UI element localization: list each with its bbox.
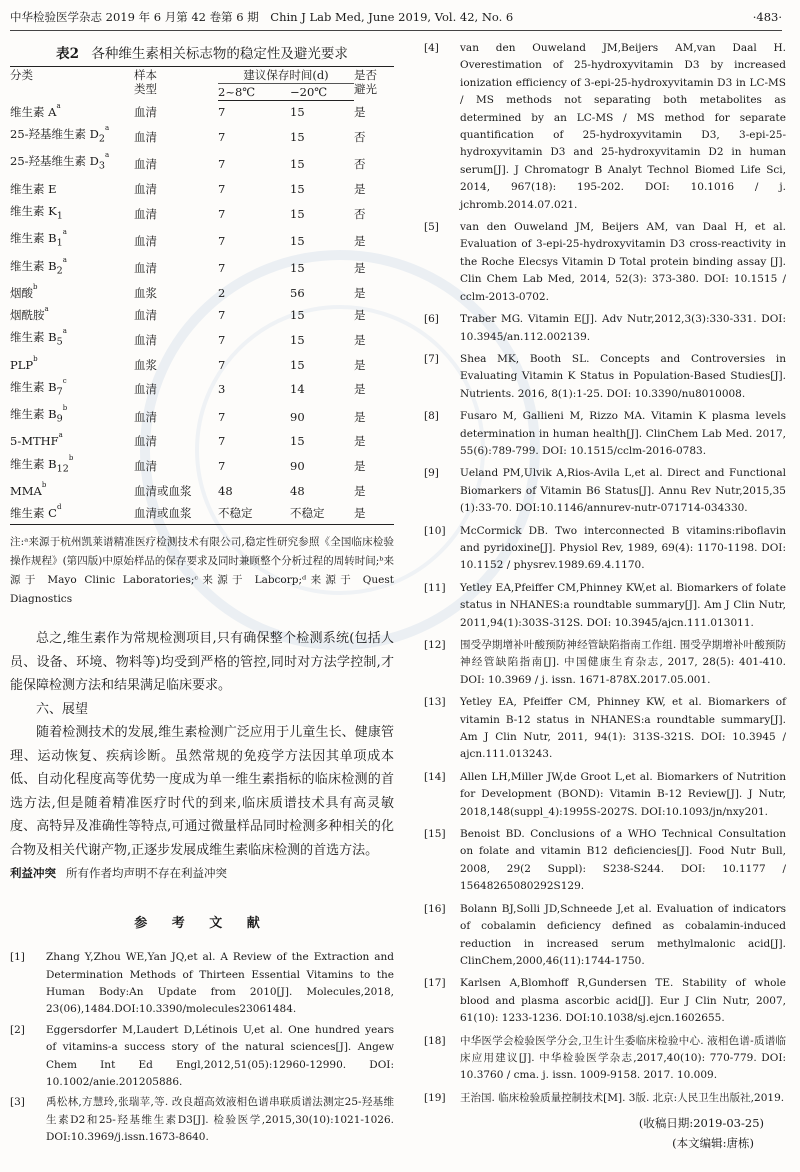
reference-number: [6]: [424, 313, 439, 326]
reference-number: [18]: [424, 1034, 446, 1047]
vitamin-name: [10, 453, 134, 480]
storage-2-8c: 不稳定: [218, 502, 290, 525]
vitamin-name-text: 维生素 B: [10, 258, 57, 273]
light-protection: 是: [354, 483, 366, 498]
source-marker: b: [33, 354, 38, 363]
reference-list-right: [424, 40, 786, 1107]
reference-number: [8]: [424, 410, 439, 423]
sample-type: 血清: [134, 104, 157, 119]
source-marker: d: [56, 503, 62, 512]
vitamin-name: [10, 376, 134, 403]
reference-number: [2]: [10, 1023, 25, 1036]
storage-2-8c: 7: [218, 459, 226, 474]
sample-type: 血清: [134, 157, 157, 172]
vitamin-subscript: 12: [56, 462, 69, 474]
sample-type: 血清: [134, 332, 157, 347]
source-marker: b: [68, 453, 74, 462]
light-protection: 是: [354, 382, 366, 397]
reference-item: [424, 769, 786, 821]
vitamin-subscript: 2: [56, 264, 63, 276]
reference-text: Karlsen A,Blomhoff R,Gundersen TE. Stability of whole blood and plasma ascorbic acid[J]. Eur J Clin Nutr, 2007, 61(10): 1233-1236. DOI:10.1038/sj.ejcn.1602655.: [460, 977, 786, 1025]
source-marker: a: [105, 124, 110, 133]
table-row: [10, 403, 394, 430]
reference-text: Shea MK, Booth SL. Concepts and Controversies in Evaluating Vitamin K Status in Population-Based Studies[J]. Nutrients. 2016, 8(1):1-25. DOI: 10.3390/nu8010008.: [460, 352, 786, 400]
light-protection: 是: [354, 459, 366, 474]
storage-2-8c: 7: [218, 129, 226, 144]
header-storage-time: 建议保存时间(d): [218, 67, 354, 84]
reference-item: [424, 523, 786, 575]
vitamin-name: [10, 480, 134, 502]
source-marker: b: [41, 480, 47, 489]
reference-item: [10, 1022, 394, 1092]
header-minus20c: −20℃: [290, 84, 354, 101]
reference-item: [424, 1090, 786, 1107]
reference-item: [424, 694, 786, 764]
reference-number: [16]: [424, 902, 446, 915]
references-heading: 参 考 文 献: [134, 916, 270, 932]
storage-minus20c: 15: [290, 261, 305, 276]
vitamin-name: [10, 502, 134, 525]
vitamin-name: [10, 227, 134, 254]
light-protection: 是: [354, 104, 366, 119]
reference-text: van den Ouweland JM, Beijers AM, van Daal H, et al. Evaluation of 3-epi-25-hydroxyvitamin D3 cross-reactivity in the Roche Elecsys Vitamin D Total protein binding assay [J]. Clin Chem Lab Med, 2014, 52(3): 373-380. DOI: 10.1515 / cclm-2013-0702.: [460, 221, 786, 303]
storage-2-8c: 7: [218, 308, 226, 323]
storage-2-8c: 7: [218, 332, 226, 347]
reference-text: Yetley EA,Pfeiffer CM,Phinney KW,et al. Biomarkers of folate status in NHANES:a roundtable summary[J]. Am J Clin Nutr, 2011,94(1):303S-312S. DOI: 10.3945/ajcn.111.013011.: [460, 581, 786, 629]
vitamin-subscript: 1: [56, 237, 63, 249]
reference-text: 围受孕期增补叶酸预防神经管缺陷指南工作组. 围受孕期增补叶酸预防神经管缺陷指南[J]. 中国健康生育杂志, 2017, 28(5): 401-410. DOI: 10.3969 / j. issn. 1671-878X.2017.05.001.: [460, 639, 786, 686]
storage-2-8c: 7: [218, 357, 226, 372]
reference-text: 王治国. 临床检验质量控制技术[M]. 3版. 北京:人民卫生出版社,2019.: [460, 1091, 785, 1104]
reference-list-left: [10, 949, 394, 1146]
vitamin-name: [10, 354, 134, 376]
received-date: (收稿日期:2019-03-25): [638, 1116, 764, 1131]
storage-2-8c: 7: [218, 409, 226, 424]
vitamin-name-text: 维生素 B: [10, 330, 57, 345]
reference-number: [1]: [10, 951, 25, 964]
reference-text: Bolann BJ,Solli JD,Schneede J,et al. Evaluation of indicators of cobalamin deficiency defined as cobalamin-induced reduction in increased serum methylmalonic acid[J]. ClinChem,2000,46(11):1744-1750.: [460, 902, 786, 967]
storage-minus20c: 15: [290, 434, 305, 449]
outlook-paragraph: 随着检测技术的发展,维生素检测广泛应用于儿童生长、健康管理、运动恢复、疾病诊断。虽然常规的免疫学方法因其单项成本低、自动化程度高等优势一度成为单一维生素指标的临床检测的首选方法,但是随着精准医疗时代的到来,临床质谱技术具有高灵敏度、高特异及准确性等特点,可通过微量样品同时检测多种相关的化合物及相关代谢产物,正逐步发展成维生素临床检测的首选方法。: [10, 725, 394, 858]
reference-number: [10]: [424, 524, 446, 537]
conclusion-paragraph: 总之,维生素作为常规检测项目,只有确保整个检测系统(包括人员、设备、环境、物料等)均受到严格的管控,同时对方法学控制,才能保障检测方法和结果满足临床要求。: [10, 631, 394, 694]
vitamin-subscript: 2: [98, 133, 106, 145]
reference-item: [424, 637, 786, 689]
storage-minus20c: 15: [290, 129, 305, 144]
table-row: [10, 101, 394, 124]
vitamin-subscript: 9: [56, 413, 63, 425]
sample-type: 血清: [134, 233, 157, 248]
storage-minus20c: 15: [290, 357, 305, 372]
table-row: [10, 326, 394, 353]
storage-minus20c: 15: [290, 181, 305, 196]
reference-item: [424, 901, 786, 971]
vitamin-name-text: 烟酰胺: [10, 308, 45, 323]
table-row: [10, 304, 394, 326]
reference-text: McCormick DB. Two interconnected B vitamins:riboflavin and pyridoxine[J]. Physiol Rev, 1989, 69(4): 1170-1198. DOI: 10.1152 / physrev.1989.69.4.1170.: [460, 524, 786, 572]
vitamin-name-text: 维生素 E: [10, 181, 57, 196]
storage-minus20c: 15: [290, 308, 305, 323]
journal-citation: 中华检验医学杂志 2019 年 6 月第 42 卷第 6 期 Chin J Lab Med, June 2019, Vol. 42, No. 6: [10, 10, 514, 24]
table-row: [10, 430, 394, 452]
reference-number: [3]: [10, 1096, 25, 1109]
reference-number: [7]: [424, 352, 439, 365]
left-column: [10, 40, 394, 1150]
storage-2-8c: 2: [218, 285, 226, 300]
source-marker: b: [62, 404, 68, 413]
source-marker: c: [62, 376, 67, 385]
source-marker: a: [62, 255, 67, 264]
vitamin-name: [10, 101, 134, 124]
reference-number: [12]: [424, 639, 446, 651]
sample-type: 血清: [134, 459, 157, 474]
table-row: [10, 227, 394, 254]
reference-number: [19]: [424, 1091, 446, 1104]
vitamin-name-text: 5-MTHF: [10, 434, 59, 449]
reference-item: [10, 949, 394, 1019]
sample-type: 血清: [134, 382, 157, 397]
vitamin-name: [10, 430, 134, 452]
storage-minus20c: 15: [290, 233, 305, 248]
light-protection: 否: [354, 157, 366, 172]
sample-type: 血清: [134, 206, 157, 221]
vitamin-subscript: 5: [56, 336, 63, 348]
reference-text: Ueland PM,Ulvik A,Rios-Avila L,et al. Direct and Functional Biomarkers of Vitamin B6 Status[J]. Annu Rev Nutr,2015,35 (1):33-70. DOI:10.1146/annurev-nutr-071714-034330.: [460, 467, 786, 515]
vitamin-name: [10, 282, 134, 304]
storage-minus20c: 90: [290, 459, 305, 474]
vitamin-subscript: 1: [56, 210, 63, 222]
right-column: [424, 40, 786, 1153]
table-row: [10, 480, 394, 502]
reference-number: [4]: [424, 42, 439, 54]
reference-item: [424, 826, 786, 896]
table-row: [10, 255, 394, 282]
sample-type: 血浆: [134, 357, 157, 372]
editor-credit: (本文编辑:唐栋): [672, 1136, 754, 1151]
storage-minus20c: 15: [290, 157, 305, 172]
storage-2-8c: 7: [218, 181, 226, 196]
table-row: [10, 178, 394, 200]
running-header: [10, 6, 782, 31]
reference-text: Allen LH,Miller JW,de Groot L,et al. Biomarkers of Nutrition for Development (BOND): Vitamin B-12 Review[J]. J Nutr, 2018,148(suppl_4):1995S-2027S. DOI:10.1093/jn/nxy201.: [460, 770, 786, 818]
table-number: 表2: [56, 46, 80, 62]
vitamin-name: [10, 123, 134, 150]
storage-minus20c: 90: [290, 409, 305, 424]
conflict-of-interest: [10, 864, 394, 882]
table-row: [10, 150, 394, 177]
sample-type: 血浆: [134, 285, 157, 300]
reference-item: [10, 1094, 394, 1146]
header-sample-type: 样本 类型: [134, 67, 218, 101]
vitamin-name: [10, 178, 134, 200]
source-marker: a: [105, 151, 110, 160]
storage-minus20c: 15: [290, 206, 305, 221]
vitamin-name-text: 维生素 A: [10, 104, 57, 119]
reference-item: [424, 219, 786, 306]
reference-number: [17]: [424, 977, 446, 990]
table-caption: [10, 42, 394, 62]
reference-number: [9]: [424, 467, 439, 480]
source-marker: a: [56, 101, 61, 110]
reference-item: [424, 408, 786, 460]
reference-number: [15]: [424, 828, 446, 841]
vitamin-name-text: MMA: [10, 483, 42, 498]
reference-text: Traber MG. Vitamin E[J]. Adv Nutr,2012,3(3):330-331. DOI: 10.3945/an.112.002139.: [460, 313, 786, 343]
source-marker: b: [33, 282, 38, 291]
vitamin-name-text: 维生素 B: [10, 379, 57, 394]
light-protection: 否: [354, 206, 366, 221]
reference-number: [11]: [424, 581, 446, 594]
storage-2-8c: 7: [218, 157, 226, 172]
table-title: 各种维生素相关标志物的稳定性及避光要求: [91, 46, 348, 62]
page-number: ·483·: [752, 10, 782, 24]
reference-text: 禹松林,方慧玲,张瑞苹,等. 改良超高效液相色谱串联质谱法测定25-羟基维生素D2和25-羟基维生素D3[J]. 检验医学,2015,30(10):1021-1026. DOI:10.3969/j.issn.1673-8640.: [46, 1096, 394, 1144]
sample-type: 血清或血浆: [134, 483, 192, 498]
storage-minus20c: 14: [290, 382, 305, 397]
vitamin-name: [10, 150, 134, 177]
vitamin-name: [10, 403, 134, 430]
reference-number: [5]: [424, 221, 439, 234]
header-light-protection: 是否 避光: [354, 67, 394, 101]
sample-type: 血清: [134, 308, 157, 323]
conflict-label: 利益冲突: [10, 866, 56, 881]
reference-text: Fusaro M, Gallieni M, Rizzo MA. Vitamin K plasma levels determination in human health[J]. ClinChem Lab Med. 2017, 55(6):789-799. DOI: 10.1515/cclm-2016-0783.: [460, 410, 786, 457]
sample-type: 血清: [134, 409, 157, 424]
section-heading-outlook: 六、展望: [36, 701, 89, 717]
light-protection: 是: [354, 332, 366, 347]
light-protection: 是: [354, 308, 366, 323]
vitamin-name: [10, 200, 134, 227]
source-marker: a: [62, 228, 67, 237]
light-protection: 否: [354, 129, 366, 144]
storage-2-8c: 48: [218, 483, 233, 498]
storage-minus20c: 不稳定: [290, 502, 354, 525]
vitamin-name: [10, 326, 134, 353]
table-row: [10, 502, 394, 525]
reference-text: Yetley EA, Pfeiffer CM, Phinney KW, et al. Biomarkers of vitamin B-12 status in NHANES:a roundtable summary[J]. Am J Clin Nutr, 2011, 94(1): 313S-321S. DOI: 10.3945 / ajcn.111.013243.: [460, 696, 786, 761]
reference-text: van den Ouweland JM,Beijers AM,van Daal H. Overestimation of 25-hydroxyvitamin D3 by increased ionization efficiency of 3-epi-25-hydroxyvitamin D3 in LC-MS / MS methods not separating both metabolites as determined by an LC-MS / MS method for separate quantification of 25-hydroxyvitamin D3, 3-epi-25-hydroxyvitamin D3 and 25-hydroxyvitamin D2 in human serum[J]. J Chromatogr B Analyt Technol Biomed Life Sci, 2014, 967(18): 195-202. DOI: 10.1016 / j. jchromb.2014.07.021.: [460, 42, 786, 211]
reference-text: Zhang Y,Zhou WE,Yan JQ,et al. A Review of the Extraction and Determination Methods of Thirteen Essential Vitamins to the Human Body:An Update from 2010[J]. Molecules,2018, 23(06),1484.DOI:10.3390/molecules23061484.: [46, 951, 394, 1016]
reference-item: [424, 465, 786, 517]
vitamin-name-text: 25-羟基维生素 D: [10, 154, 99, 169]
source-marker: a: [58, 431, 63, 440]
vitamin-name-text: 维生素 K: [10, 203, 57, 218]
sample-type: 血清: [134, 129, 157, 144]
vitamin-stability-table: [10, 66, 394, 525]
vitamin-name-text: PLP: [10, 357, 34, 372]
light-protection: 是: [354, 409, 366, 424]
sample-type: 血清: [134, 181, 157, 196]
storage-minus20c: 15: [290, 105, 305, 120]
header-category: 分类: [10, 67, 134, 101]
table-row: [10, 200, 394, 227]
vitamin-name-text: 25-羟基维生素 D: [10, 127, 99, 142]
vitamin-name-text: 维生素 B: [10, 456, 57, 471]
storage-minus20c: 48: [290, 483, 305, 498]
reference-text: Benoist BD. Conclusions of a WHO Technical Consultation on folate and vitamin B12 deficiencies[J]. Food Nutr Bull, 2008, 29(2 Suppl): S238-S244. DOI: 10.1177 / 15648265080292S129.: [460, 828, 786, 893]
vitamin-name-text: 维生素 B: [10, 407, 57, 422]
storage-2-8c: 7: [218, 206, 226, 221]
vitamin-subscript: 7: [56, 386, 63, 398]
source-marker: a: [44, 305, 49, 314]
light-protection: 是: [354, 502, 394, 525]
reference-number: [14]: [424, 770, 446, 783]
vitamin-name-text: 维生素 B: [10, 231, 57, 246]
table-row: [10, 354, 394, 376]
source-marker: a: [62, 327, 67, 336]
storage-minus20c: 56: [290, 285, 305, 300]
conflict-text: 所有作者均声明不存在利益冲突: [66, 866, 227, 881]
light-protection: 是: [354, 434, 366, 449]
sample-type: 血清: [134, 261, 157, 276]
reference-text: Eggersdorfer M,Laudert D,Létinois U,et al. One hundred years of vitamins-a success story of the natural sciences[J]. Angew Chem Int Ed Engl,2012,51(05):12960-12990. DOI: 10.1002/anie.201205886.: [46, 1023, 394, 1089]
reference-item: [424, 580, 786, 632]
header-2-8c: 2~8℃: [218, 84, 290, 101]
light-protection: 是: [354, 181, 366, 196]
storage-minus20c: 15: [290, 332, 305, 347]
storage-2-8c: 3: [218, 382, 226, 397]
table-row: [10, 453, 394, 480]
reference-item: [424, 975, 786, 1027]
reference-text: 中华医学会检验医学分会,卫生计生委临床检验中心. 液相色谱-质谱临床应用建议[J]. 中华检验医学杂志,2017,40(10): 770-779. DOI: 10.3760 / cma. j. issn. 1009-9158. 2017. 10.009.: [460, 1034, 786, 1082]
light-protection: 是: [354, 233, 366, 248]
reference-item: [424, 311, 786, 346]
table-row: [10, 282, 394, 304]
vitamin-name-text: 烟酸: [10, 285, 33, 300]
table-note: 注:ᵃ来源于杭州凯莱谱精准医疗检测技术有限公司,稳定性研究参照《全国临床检验操作规程》(第四版)中原始样品的保存要求及同时兼顾整个分析过程的周转时间;ᵇ来源于 Mayo Clinic Laboratories;ᶜ来源于 Labcorp;ᵈ来源于 Quest Diagnostics: [10, 536, 394, 606]
sample-type: 血清或血浆: [134, 502, 218, 525]
storage-2-8c: 7: [218, 261, 226, 276]
vitamin-name-text: 维生素 C: [10, 506, 57, 521]
storage-2-8c: 7: [218, 105, 226, 120]
light-protection: 是: [354, 261, 366, 276]
vitamin-subscript: 3: [98, 160, 106, 172]
vitamin-name: [10, 304, 134, 326]
table-row: [10, 123, 394, 150]
storage-2-8c: 7: [218, 434, 226, 449]
reference-item: [424, 1033, 786, 1085]
reference-item: [424, 40, 786, 214]
vitamin-name: [10, 255, 134, 282]
light-protection: 是: [354, 285, 366, 300]
reference-number: [13]: [424, 696, 446, 709]
light-protection: 是: [354, 357, 366, 372]
storage-2-8c: 7: [218, 233, 226, 248]
table-row: [10, 376, 394, 403]
sample-type: 血清: [134, 434, 157, 449]
reference-item: [424, 351, 786, 403]
